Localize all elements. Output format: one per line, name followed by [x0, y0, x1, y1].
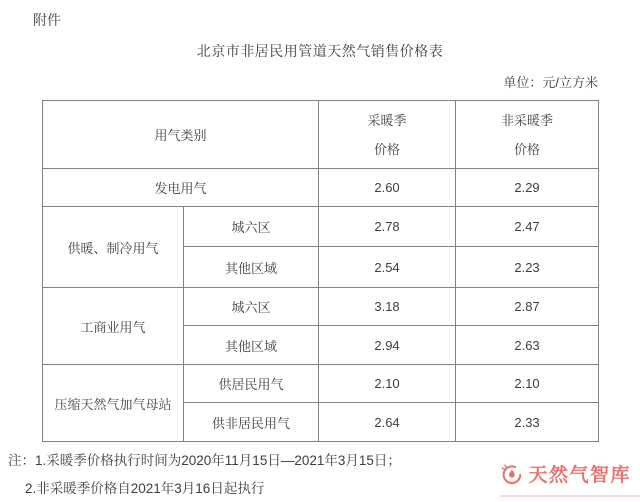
- table-row-power-generation: [43, 169, 599, 207]
- watermark-text: 天然气智库: [528, 465, 631, 486]
- non-heating-season-label: 非采暖季: [501, 112, 554, 128]
- cell-price-heating: 2.64: [319, 403, 456, 442]
- cell-group: 工商业用气: [43, 288, 184, 365]
- cell-price-non-heating: 2.63: [456, 326, 599, 365]
- cell-group: 供暖、制冷用气: [43, 207, 184, 288]
- heating-season-label: 采暖季: [367, 112, 407, 128]
- cell-group: 压缩天然气加气母站: [43, 365, 184, 442]
- table-row-cng-residential: [43, 365, 599, 403]
- table-row-heating-cooling-urban: [43, 207, 599, 247]
- cell-price-non-heating: 2.47: [456, 207, 599, 247]
- header-cell-category: 用气类别: [43, 101, 319, 169]
- cell-price-non-heating: 2.10: [456, 365, 599, 403]
- cell-price-non-heating: 2.33: [456, 403, 599, 442]
- page-title: 北京市非居民用管道天然气销售价格表: [196, 43, 444, 59]
- header-cell-heating-season: [319, 101, 456, 169]
- cell-price-heating: 2.54: [319, 247, 456, 288]
- watermark: [499, 460, 631, 487]
- cell-price-non-heating: 2.87: [456, 288, 599, 326]
- non-heating-season-sub-label: 价格: [514, 141, 541, 157]
- table-header-row: [43, 101, 599, 169]
- cell-price-heating: 2.94: [319, 326, 456, 365]
- cell-price-non-heating: 2.23: [456, 247, 599, 288]
- watermark-underline: [500, 495, 640, 497]
- cell-region: 供居民用气: [184, 365, 319, 403]
- unit-label: 单位：元/立方米: [503, 75, 598, 90]
- gas-price-table: [42, 100, 599, 442]
- cell-region: 其他区域: [184, 326, 319, 365]
- note-line-1: 注：1.采暖季价格执行时间为2020年11月15日—2021年3月15日；: [8, 453, 401, 468]
- cell-price-heating: 2.78: [319, 207, 456, 247]
- cell-group: 发电用气: [43, 169, 319, 207]
- cell-region: 供非居民用气: [184, 403, 319, 442]
- cell-price-heating: 3.18: [319, 288, 456, 326]
- note-line-2: 2.非采暖季价格自2021年3月16日起执行: [25, 481, 265, 496]
- cell-price-heating: 2.60: [319, 169, 456, 207]
- header-cell-non-heating-season: [456, 101, 599, 169]
- cell-price-non-heating: 2.29: [456, 169, 599, 207]
- heating-season-sub-label: 价格: [374, 141, 401, 157]
- flame-circle-icon: [499, 462, 523, 486]
- cell-price-heating: 2.10: [319, 365, 456, 403]
- table-row-industrial-urban: [43, 288, 599, 326]
- cell-region: 城六区: [184, 207, 319, 247]
- attachment-label: 附件: [33, 12, 61, 28]
- cell-region: 城六区: [184, 288, 319, 326]
- cell-region: 其他区域: [184, 247, 319, 288]
